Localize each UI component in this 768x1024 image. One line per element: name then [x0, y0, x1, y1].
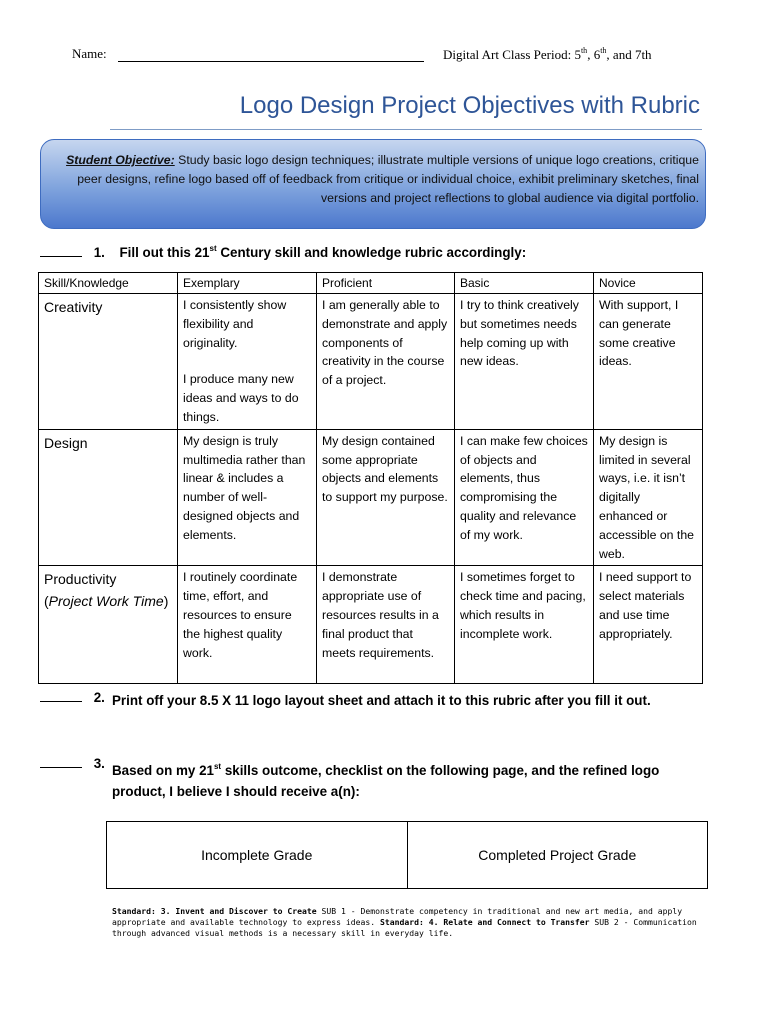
cell-design-proficient: My design contained some appropriate objects and elements to support my purpose. — [317, 429, 455, 566]
objective-lead: Student Objective: — [66, 153, 175, 167]
name-label: Name: — [72, 46, 107, 61]
header-novice: Novice — [594, 273, 703, 294]
checklist-item-1 — [40, 238, 526, 263]
checklist-item-2 — [40, 690, 700, 708]
cell-productivity-basic: I sometimes forget to check time and pacing, which results in incomplete work. — [455, 566, 594, 684]
grade-choice-box — [106, 821, 708, 889]
skill-creativity: Creativity — [39, 294, 178, 430]
cell-design-novice: My design is limited in several ways, i.e. it isn’t digitally enhanced or accessible on the web. — [594, 429, 703, 566]
title-divider — [110, 129, 702, 130]
cell-creativity-basic: I try to think creatively but sometimes needs help coming up with new ideas. — [455, 294, 594, 430]
item-3-blank[interactable] — [40, 767, 82, 768]
rubric-header-row — [39, 273, 703, 294]
objective-box — [40, 139, 706, 229]
cell-creativity-novice: With support, I can generate some creative ideas. — [594, 294, 703, 430]
item-3-text: Based on my 21st skills outcome, checklist on the following page, and the refined logo product, I believe I should receive a(n): — [112, 762, 660, 799]
skill-design: Design — [39, 429, 178, 566]
page-title: Logo Design Project Objectives with Rubric — [239, 92, 700, 119]
completed-grade-option[interactable]: Completed Project Grade — [407, 822, 708, 888]
item-1-text: Fill out this 21st Century skill and knowledge rubric accordingly: — [119, 244, 527, 260]
header-exemplary: Exemplary — [178, 273, 317, 294]
rubric-row-creativity — [39, 294, 703, 430]
header-basic: Basic — [455, 273, 594, 294]
incomplete-grade-option[interactable]: Incomplete Grade — [201, 847, 313, 863]
item-3-number: 3. — [93, 756, 105, 771]
item-2-number: 2. — [93, 690, 105, 705]
name-blank-line[interactable] — [118, 61, 424, 62]
cell-creativity-exemplary: I consistently show flexibility and originality. I produce many new ideas and ways to do things. — [178, 294, 317, 430]
header-skill: Skill/Knowledge — [39, 273, 178, 294]
cell-design-exemplary: My design is truly multimedia rather than linear & includes a number of well-designed objects and elements. — [178, 429, 317, 566]
cell-design-basic: I can make few choices of objects and elements, thus compromising the quality and relevance of my work. — [455, 429, 594, 566]
item-2-blank[interactable] — [40, 701, 82, 702]
item-2-text: Print off your 8.5 X 11 logo layout sheet and attach it to this rubric after you fill it out. — [112, 693, 651, 708]
rubric-row-design — [39, 429, 703, 566]
objective-text: Study basic logo design techniques; illustrate multiple versions of unique logo creations, critique peer designs, refine logo based off of feedback from critique or individual choice, exhibit preliminary sketches, final versions and project reflections to global audience via digital portfolio. — [77, 153, 699, 205]
cell-creativity-proficient: I am generally able to demonstrate and apply components of creativity in the course of a project. — [317, 294, 455, 430]
cell-productivity-novice: I need support to select materials and use time appropriately. — [594, 566, 703, 684]
class-period-label: Digital Art Class Period: 5th, 6th, and 7th — [443, 46, 652, 62]
skill-productivity: Productivity (Project Work Time) — [39, 566, 178, 684]
item-1-number: 1. — [93, 245, 105, 260]
cell-productivity-exemplary: I routinely coordinate time, effort, and resources to ensure the highest quality work. — [178, 566, 317, 684]
item-1-blank[interactable] — [40, 256, 82, 257]
header-proficient: Proficient — [317, 273, 455, 294]
rubric-table — [38, 272, 703, 684]
checklist-item-3 — [40, 756, 700, 799]
rubric-row-productivity — [39, 566, 703, 684]
standards-footnote: Standard: 3. Invent and Discover to Create SUB 1 - Demonstrate competency in traditional and new art media, and apply appropriate and available technology to express ideas. Standard: 4. Relate and Connect to Transfer SUB 2 - Communication through advanced visual methods is a necessary skill in everyday life. — [112, 906, 697, 938]
cell-productivity-proficient: I demonstrate appropriate use of resources results in a final product that meets requirements. — [317, 566, 455, 684]
